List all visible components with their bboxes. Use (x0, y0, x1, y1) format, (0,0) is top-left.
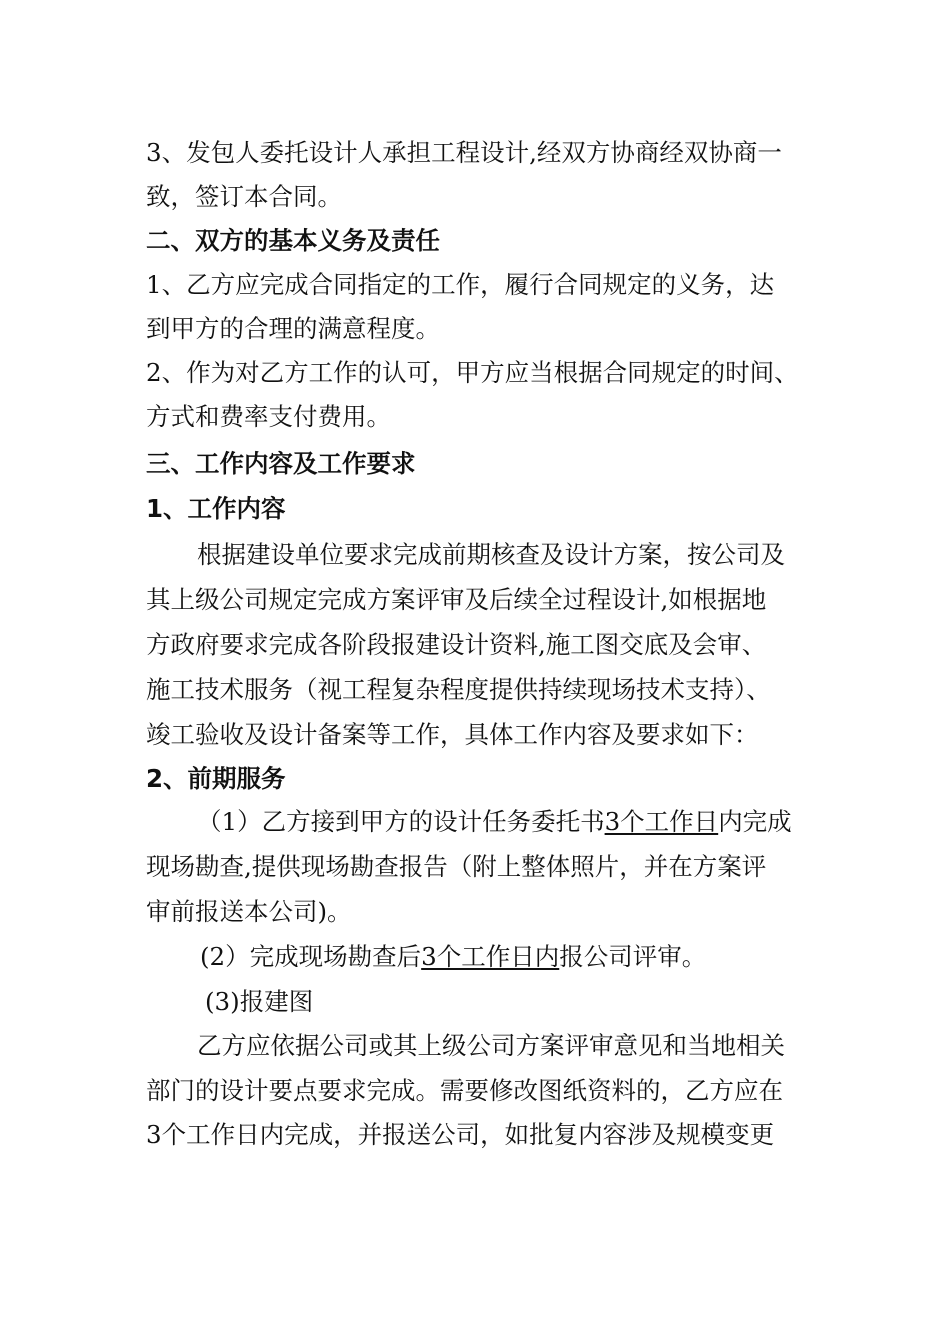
paragraph-line: 现场勘查,提供现场勘查报告（附上整体照片，并在方案评 (146, 852, 767, 881)
subsection-heading: 1、工作内容 (146, 494, 286, 523)
text-span: （1）乙方接到甲方的设计任务委托书 (197, 807, 605, 836)
paragraph-line: 1、乙方应完成合同指定的工作，履行合同规定的义务，达 (146, 270, 775, 299)
paragraph-line: 到甲方的合理的满意程度。 (146, 314, 440, 343)
text-span: 报公司评审。 (559, 942, 707, 971)
subsection-heading: 2、前期服务 (146, 764, 286, 793)
text-span: 内完成 (718, 807, 792, 836)
paragraph-line: 其上级公司规定完成方案评审及后续全过程设计,如根据地 (146, 585, 767, 614)
paragraph-line: 根据建设单位要求完成前期核查及设计方案，按公司及 (197, 540, 785, 569)
paragraph-line: 施工技术服务（视工程复杂程度提供持续现场技术支持）、 (146, 675, 771, 704)
paragraph-line: 竣工验收及设计备案等工作，具体工作内容及要求如下： (146, 720, 759, 749)
paragraph-line: 方式和费率支付费用。 (146, 402, 391, 431)
paragraph-line-mixed (197, 807, 792, 836)
paragraph-line-mixed (200, 942, 707, 971)
paragraph-line: 方政府要求完成各阶段报建设计资料,施工图交底及会审、 (146, 630, 767, 659)
paragraph-line: 致，签订本合同。 (146, 182, 342, 211)
paragraph-line: (3)报建图 (205, 987, 314, 1016)
paragraph-line: 审前报送本公司)。 (146, 897, 352, 926)
section-heading: 三、工作内容及工作要求 (146, 449, 416, 478)
paragraph-line: 2、作为对乙方工作的认可，甲方应当根据合同规定的时间、 (146, 358, 799, 387)
paragraph-line: 部门的设计要点要求完成。需要修改图纸资料的，乙方应在 (146, 1076, 783, 1105)
paragraph-line: 3、发包人委托设计人承担工程设计,经双方协商经双协商一 (146, 138, 782, 167)
paragraph-line: 3个工作日内完成，并报送公司，如批复内容涉及规模变更 (146, 1120, 775, 1149)
underlined-deadline: 3个工作日内 (421, 942, 560, 971)
paragraph-line: 乙方应依据公司或其上级公司方案评审意见和当地相关 (197, 1031, 785, 1060)
text-span: (2）完成现场勘查后 (200, 942, 422, 971)
section-heading: 二、双方的基本义务及责任 (146, 226, 440, 255)
underlined-deadline: 3个工作日 (604, 807, 719, 836)
